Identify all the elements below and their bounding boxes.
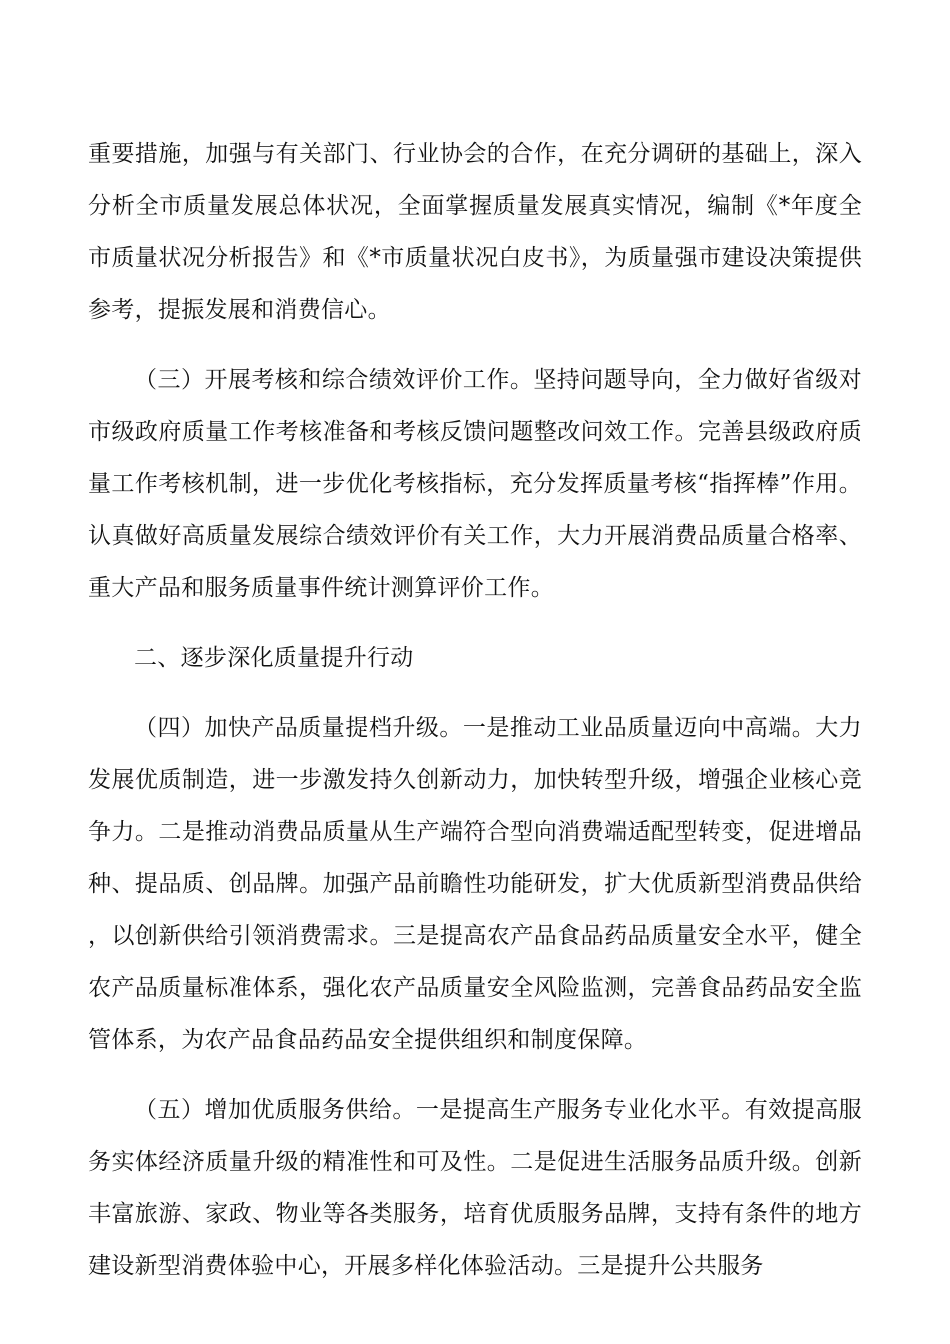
paragraph-product-quality-upgrade: （四）加快产品质量提档升级。一是推动工业品质量迈向中高端。大力发展优质制造，进一步激发持久创新动力，加快转型升级，增强企业核心竞争力。二是推动消费品质量从生产端符合型向消费端适配型转变，促进增品种、提品质、创品牌。加强产品前瞻性功能研发，扩大优质新型消费品供给，以创新供给引领消费需求。三是提高农产品食品药品质量安全水平，健全农产品质量标准体系，强化农产品质量安全风险监测，完善食品药品安全监管体系，为农产品食品药品安全提供组织和制度保障。 — [88, 715, 862, 1053]
paragraph-assessment-evaluation: （三）开展考核和综合绩效评价工作。坚持问题导向，全力做好省级对市级政府质量工作考核准备和考核反馈问题整改问效工作。完善县级政府质量工作考核机制，进一步优化考核指标，充分发挥质量考核“指挥棒”作用。认真做好高质量发展综合绩效评价有关工作，大力开展消费品质量合格率、重大产品和服务质量事件统计测算评价工作。 — [88, 367, 862, 601]
section-heading-quality-improvement: 二、逐步深化质量提升行动 — [134, 645, 414, 671]
paragraph-quality-report: 重要措施，加强与有关部门、行业协会的合作，在充分调研的基础上，深入分析全市质量发展总体状况，全面掌握质量发展真实情况，编制《*年度全市质量状况分析报告》和《*市质量状况白皮书》，为质量强市建设决策提供参考，提振发展和消费信心。 — [88, 141, 862, 323]
document-page — [88, 128, 862, 1310]
paragraph-quality-service-supply: （五）增加优质服务供给。一是提高生产服务专业化水平。有效提高服务实体经济质量升级的精准性和可及性。二是促进生活服务品质升级。创新丰富旅游、家政、物业等各类服务，培育优质服务品牌，支持有条件的地方建设新型消费体验中心，开展多样化体验活动。三是提升公共服务 — [88, 1097, 862, 1279]
